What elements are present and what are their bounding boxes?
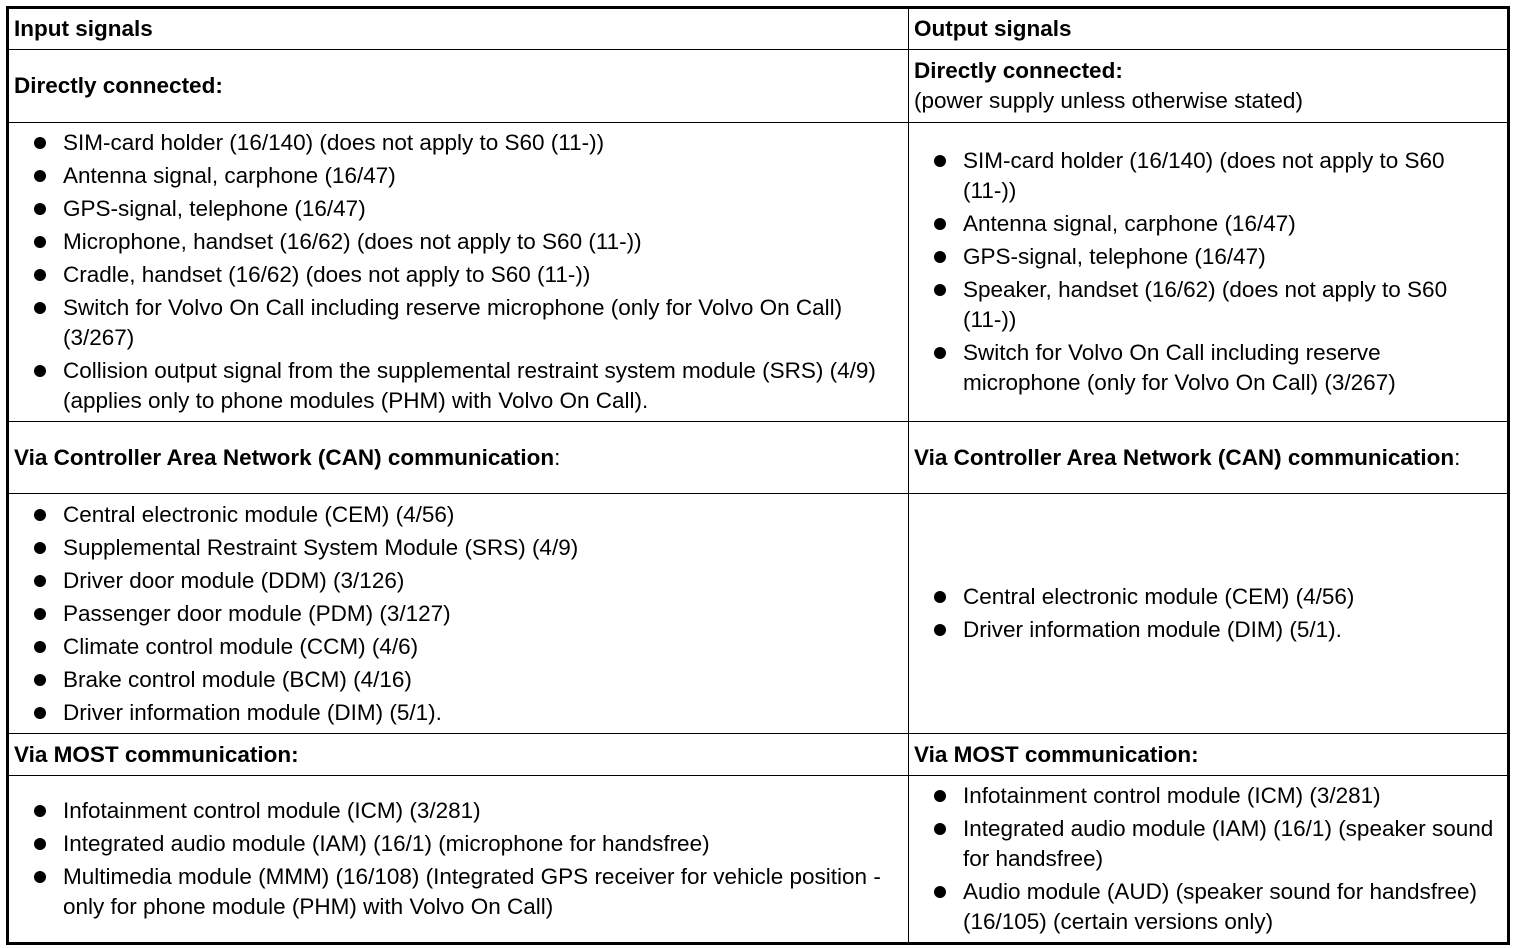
header-row	[8, 8, 1509, 50]
output-direct-subheading: (power supply unless otherwise stated)	[914, 88, 1303, 113]
input-can-heading-text: Via Controller Area Network (CAN) communication	[14, 444, 555, 470]
input-can-item: Climate control module (CCM) (4/6)	[14, 632, 908, 662]
input-can-item: Central electronic module (CEM) (4/56)	[14, 500, 908, 530]
input-can-item: Supplemental Restraint System Module (SRS) (4/9)	[14, 533, 908, 563]
input-can-heading	[8, 422, 909, 494]
input-direct-cell	[8, 123, 909, 422]
output-can-heading	[909, 422, 1509, 494]
output-can-heading-colon: :	[1454, 444, 1461, 470]
input-direct-item: Collision output signal from the supplemental restraint system module (SRS) (4/9) (applies only to phone modules (PHM) with Volvo On Call).	[14, 356, 908, 416]
input-most-heading: Via MOST communication:	[8, 734, 909, 776]
output-direct-item: GPS-signal, telephone (16/47)	[914, 242, 1507, 272]
most-items-row	[8, 776, 1509, 944]
output-can-heading-text: Via Controller Area Network (CAN) communication	[914, 444, 1455, 470]
output-most-item: Audio module (AUD) (speaker sound for handsfree) (16/105) (certain versions only)	[914, 877, 1507, 937]
output-direct-heading: Directly connected:	[914, 58, 1123, 83]
most-heading-row	[8, 734, 1509, 776]
direct-items-row	[8, 123, 1509, 422]
output-direct-list	[914, 146, 1507, 398]
output-most-heading: Via MOST communication:	[909, 734, 1509, 776]
input-most-list	[14, 796, 908, 922]
output-direct-cell	[909, 123, 1509, 422]
input-direct-item: SIM-card holder (16/140) (does not apply to S60 (11-))	[14, 128, 908, 158]
can-items-row	[8, 494, 1509, 734]
input-can-item: Passenger door module (PDM) (3/127)	[14, 599, 908, 629]
output-direct-item: Speaker, handset (16/62) (does not apply to S60 (11-))	[914, 275, 1507, 335]
can-heading-row	[8, 422, 1509, 494]
input-direct-list	[14, 128, 908, 416]
input-direct-item: Antenna signal, carphone (16/47)	[14, 161, 908, 191]
output-most-item: Infotainment control module (ICM) (3/281)	[914, 781, 1507, 811]
input-direct-item: Cradle, handset (16/62) (does not apply to S60 (11-))	[14, 260, 908, 290]
signals-table	[6, 6, 1510, 945]
output-can-item: Central electronic module (CEM) (4/56)	[914, 582, 1507, 612]
output-most-cell	[909, 776, 1509, 944]
input-can-list	[14, 500, 908, 728]
input-most-item: Multimedia module (MMM) (16/108) (Integrated GPS receiver for vehicle position - only for phone module (PHM) with Volvo On Call)	[14, 862, 908, 922]
input-direct-item: GPS-signal, telephone (16/47)	[14, 194, 908, 224]
output-can-cell	[909, 494, 1509, 734]
output-direct-item: Antenna signal, carphone (16/47)	[914, 209, 1507, 239]
input-can-item: Brake control module (BCM) (4/16)	[14, 665, 908, 695]
output-direct-item: SIM-card holder (16/140) (does not apply to S60 (11-))	[914, 146, 1507, 206]
input-direct-item: Microphone, handset (16/62) (does not apply to S60 (11-))	[14, 227, 908, 257]
output-can-item: Driver information module (DIM) (5/1).	[914, 615, 1507, 645]
input-can-item: Driver information module (DIM) (5/1).	[14, 698, 908, 728]
output-signals-header: Output signals	[909, 8, 1509, 50]
output-most-list	[914, 781, 1507, 937]
output-direct-item: Switch for Volvo On Call including reserve microphone (only for Volvo On Call) (3/267)	[914, 338, 1507, 398]
input-most-cell	[8, 776, 909, 944]
input-direct-heading: Directly connected:	[8, 50, 909, 123]
output-can-list	[914, 582, 1507, 645]
input-most-item: Infotainment control module (ICM) (3/281)	[14, 796, 908, 826]
input-can-cell	[8, 494, 909, 734]
input-most-item: Integrated audio module (IAM) (16/1) (microphone for handsfree)	[14, 829, 908, 859]
input-can-item: Driver door module (DDM) (3/126)	[14, 566, 908, 596]
input-signals-header: Input signals	[8, 8, 909, 50]
direct-heading-row	[8, 50, 1509, 123]
input-direct-item: Switch for Volvo On Call including reserve microphone (only for Volvo On Call) (3/267)	[14, 293, 908, 353]
input-can-heading-colon: :	[554, 444, 561, 470]
output-most-item: Integrated audio module (IAM) (16/1) (speaker sound for handsfree)	[914, 814, 1507, 874]
output-direct-heading-cell	[909, 50, 1509, 123]
